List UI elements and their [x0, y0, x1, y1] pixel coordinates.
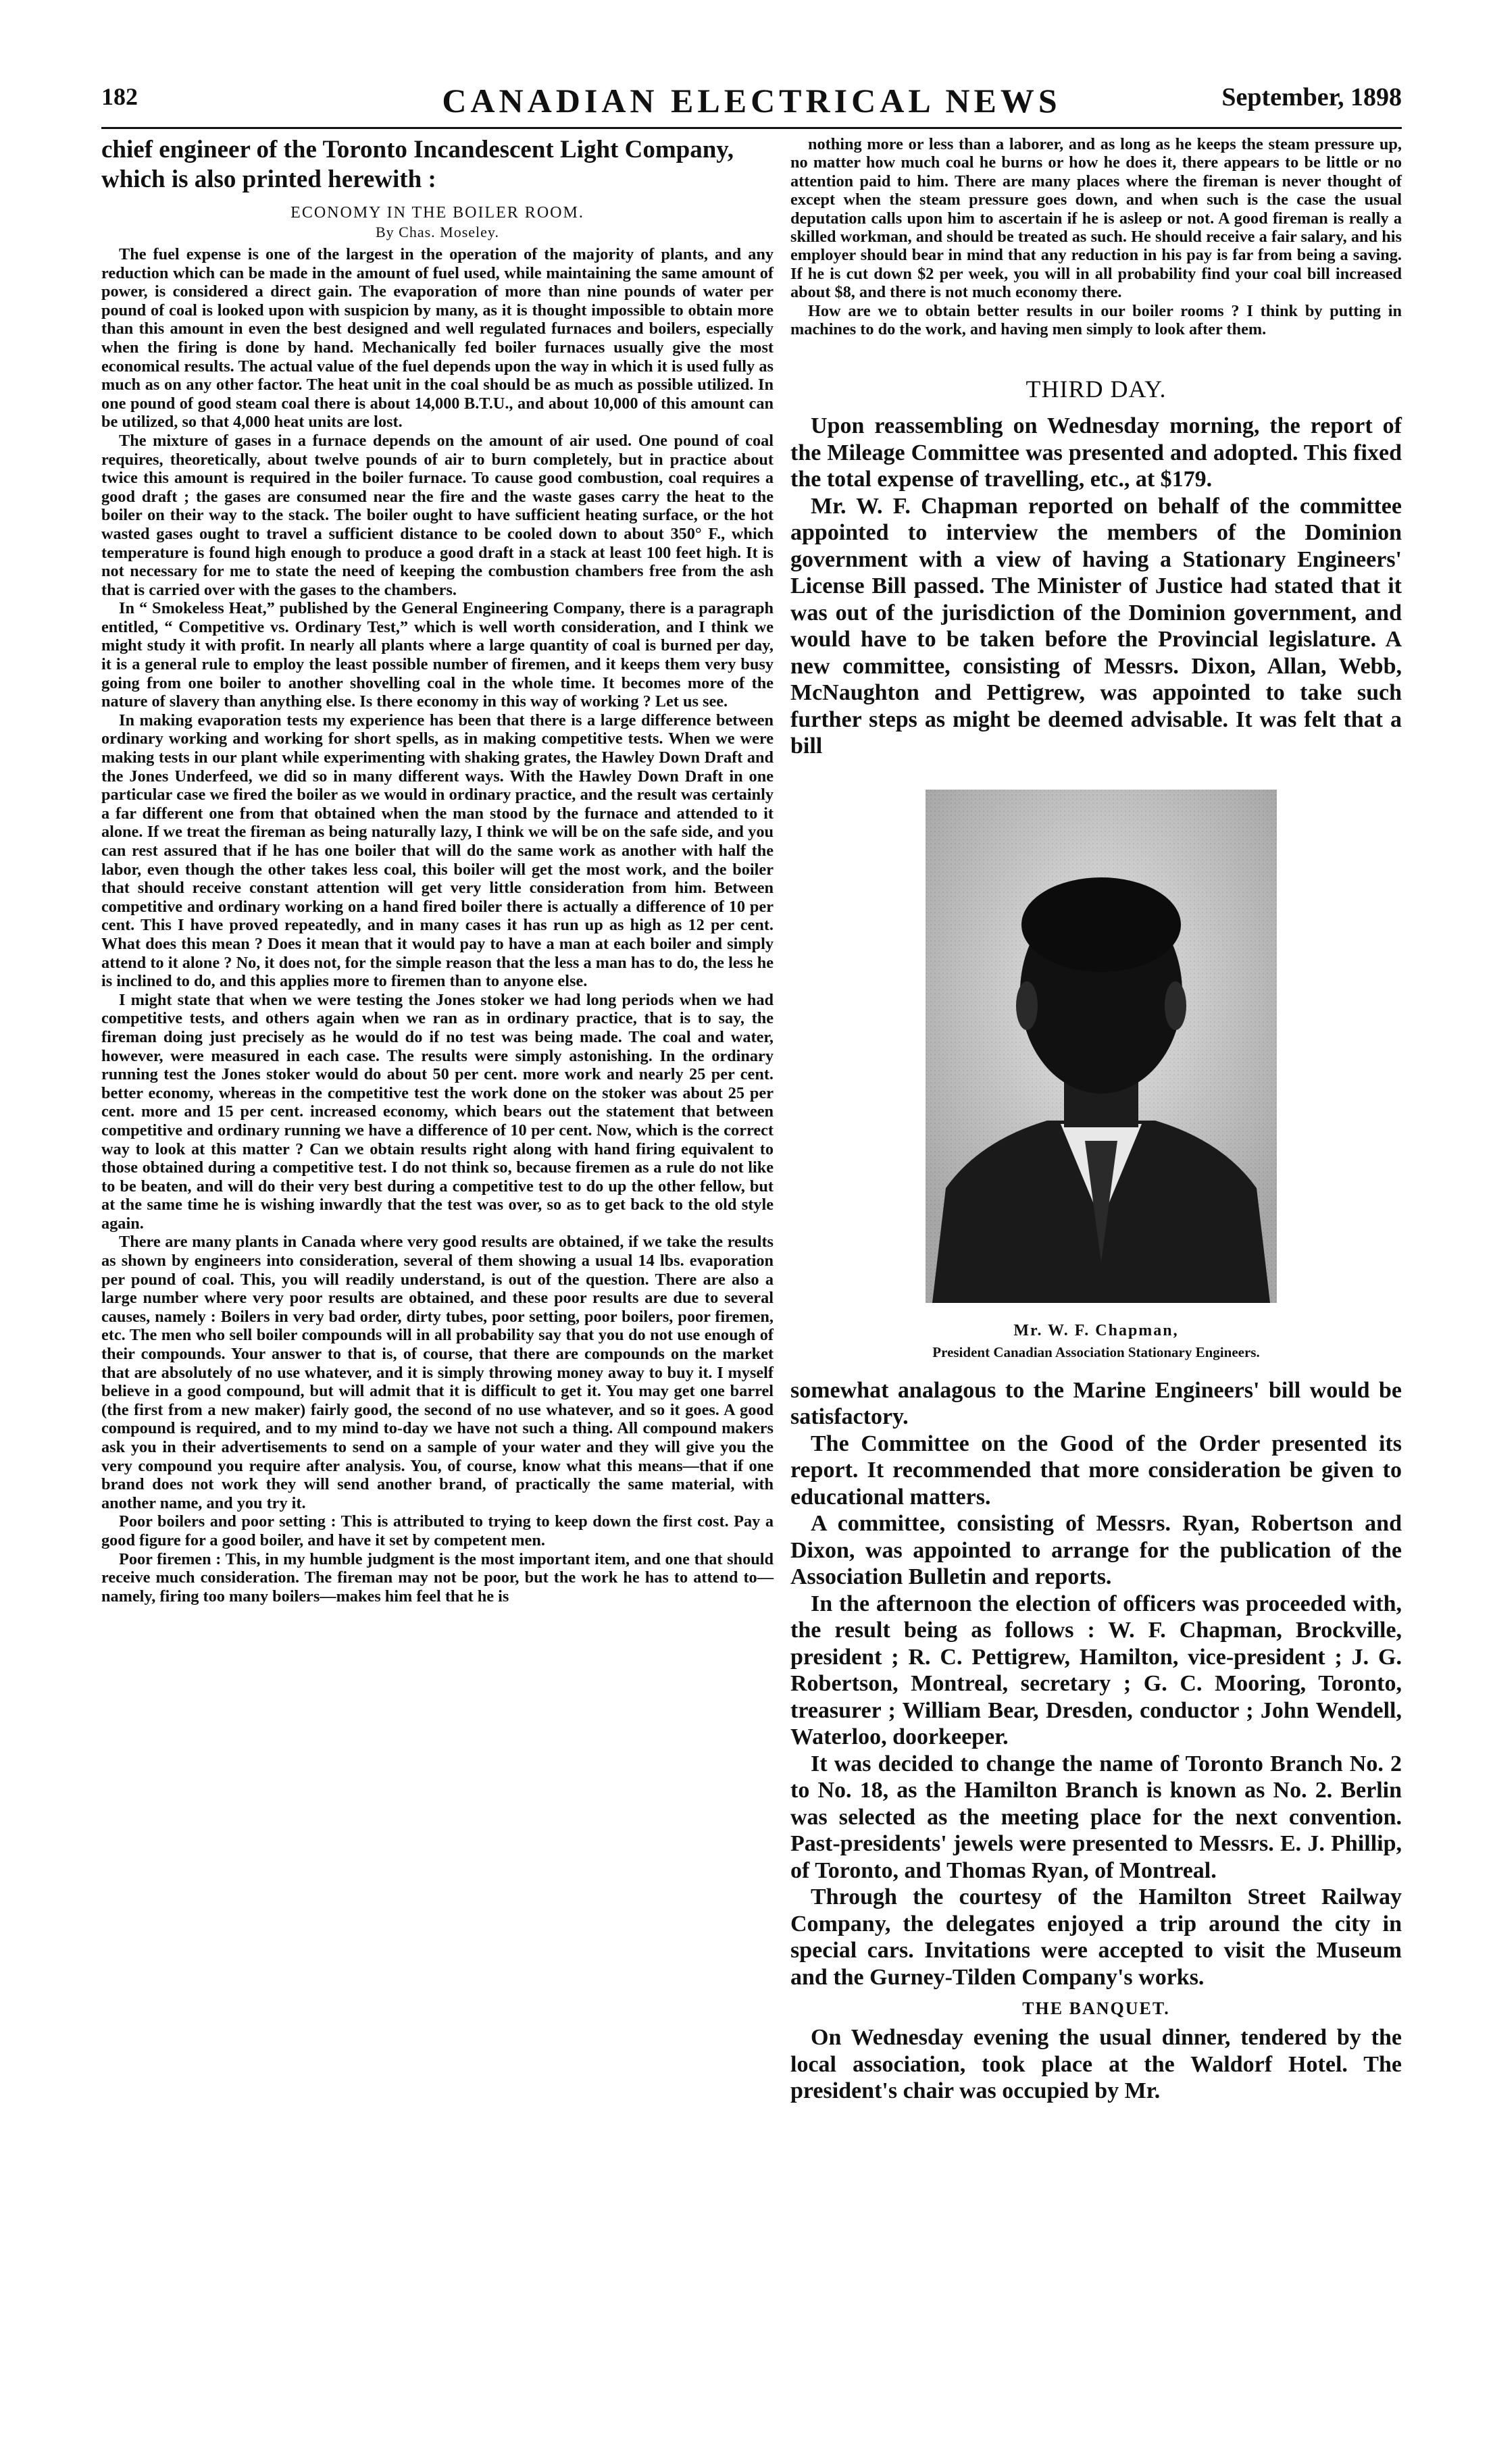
portrait-photo — [926, 790, 1277, 1303]
article-body — [101, 245, 774, 1606]
article-continuation — [790, 135, 1402, 338]
article-paragraph: The mixture of gases in a furnace depends on the amount of air used. One pound of coal requires, theoretically, about twelve pounds of air to burn completely, but in practice about twice this amount is required in the boiler furnace. To cause good combustion, coal requires a good draft ; the gases are consumed near the fire and the waste gases carry the heat to the boiler on their way to the stack. The boiler ought to have sufficient heating surface, or the hot wasted gases ought to travel a sufficient distance to be cooled down to about 350° F., which temperature is found high enough to produce a good draft in a stack at least 100 feet high. It is not necessary for me to state the need of keeping the combustion chambers free from the ash that is carried over with the gases to the chambers. — [101, 431, 774, 599]
report-paragraph: In the afternoon the election of officers was proceeded with, the result being as follows : W. F. Chapman, Brockville, president ; R. C. Pettigrew, Hamilton, vice-president ; J. G. Robertson, Montreal, secretary ; G. C. Mooring, Toronto, treasurer ; William Bear, Dresden, conductor ; John Wendell, Waterloo, doorkeeper. — [790, 1591, 1402, 1750]
report-body-c — [790, 2024, 1402, 2105]
publication-title: CANADIAN ELECTRICAL NEWS — [442, 82, 1061, 120]
page-header — [101, 81, 1402, 130]
left-lead-text: chief engineer of the Toronto Incandescent Light Company, which is also printed herewith : — [101, 136, 734, 193]
article-paragraph: There are many plants in Canada where very good results are obtained, if we take the results as shown by engineers into consideration, several of them showing a usual 14 lbs. evaporation per pound of coal. This, you will readily understand, is out of the question. There are also a large number where very poor results are obtained, and these poor results are due to several causes, namely : Boilers in very bad order, dirty tubes, poor setting, poor boilers, poor firemen, etc. The men who sell boiler compounds will in all probability say that you do not use enough of their compounds. Your answer to that is, of course, that there are compounds on the market that are absolutely of no use whatever, and it is simply throwing money away to buy it. I myself believe in a good compound, but will admit that it is difficult to get it. You may get one barrel (the first from a new maker) fairly good, the second of no use whatever, and so it goes. A good compound is required, and to my mind to-day we have not such a thing. All compound makers ask you in their advertisements to send on a sample of your water and they will give you the very compound you require after analysis. You, of course, know what this means—that if one brand does not work they will send another brand, of practically the same material, with another name, and you try it. — [101, 1233, 774, 1512]
article-paragraph: How are we to obtain better results in our boiler rooms ? I think by putting in machines to do the work, and having men simply to look after them. — [790, 301, 1402, 339]
header-rule — [101, 127, 1402, 129]
right-column — [790, 135, 1402, 2105]
article-paragraph: The fuel expense is one of the largest in the operation of the majority of plants, and any reduction which can be made in the amount of fuel used, while maintaining the same amount of power, is considered a direct gain. The evaporation of more than nine pounds of water per pound of coal is looked upon with suspicion by many, as it is thought impossible to obtain more than this amount in even the best designed and well regulated furnaces and boilers, especially when the firing is done by hand. Mechanically fed boiler furnaces usually give the most economical results. The actual value of the fuel depends upon the way in which it is used fully as much as on any other factor. The heat unit in the coal should be as much as possible utilized. In one pound of good steam coal there is about 14,000 B.T.U., and about 10,000 of this amount can be utilized, so that 4,000 heat units are lost. — [101, 245, 774, 432]
report-paragraph: Through the courtesy of the Hamilton Street Railway Company, the delegates enjoyed a trip around the city in special cars. Invitations were accepted to visit the Museum and the Gurney-Tilden Company's works. — [790, 1884, 1402, 1990]
article-paragraph: Poor firemen : This, in my humble judgment is the most important item, and one that should receive much consideration. The fireman may not be poor, but the work he has to attend to—namely, firing too many boilers—makes him feel that he is — [101, 1549, 774, 1606]
portrait-image — [926, 790, 1277, 1303]
article-paragraph: nothing more or less than a laborer, and as long as he keeps the steam pressure up, no matter how much coal he burns or how he does it, there appears to be little or no attention paid to him. There are many places where the fireman is never thought of except when the steam pressure goes down, and when such is the case the usual deputation calls upon him to ascertain if he is asleep or not. A good fireman is really a skilled workman, and should be treated as such. He should receive a fair salary, and his employer should bear in mind that any reduction in his pay is far from being a saving. If he is cut down $2 per week, you will in all probability find your coal bill increased about $8, and there is not much economy there. — [790, 135, 1402, 302]
banquet-heading: THE BANQUET. — [1022, 1999, 1170, 2019]
report-body-a — [790, 413, 1402, 760]
issue-date: September, 1898 — [1221, 83, 1402, 111]
photo-caption-role: President Canadian Association Stationary Engineers. — [932, 1343, 1260, 1360]
report-body-b — [790, 1377, 1402, 1991]
report-paragraph: somewhat analagous to the Marine Engineers' bill would be satisfactory. — [790, 1377, 1402, 1430]
report-paragraph: A committee, consisting of Messrs. Ryan, Robertson and Dixon, was appointed to arrange for the publication of the Association Bulletin and reports. — [790, 1511, 1402, 1590]
report-paragraph: It was decided to change the name of Toronto Branch No. 2 to No. 18, as the Hamilton Branch is known as No. 2. Berlin was selected as the meeting place for the next convention. Past-presidents' jewels were presented to Messrs. E. J. Phillip, of Toronto, and Thomas Ryan, of Montreal. — [790, 1751, 1402, 1883]
article-paragraph: In “ Smokeless Heat,” published by the General Engineering Company, there is a paragraph entitled, “ Competitive vs. Ordinary Test,” which is well worth consideration, and I think we might study it with profit. In nearly all plants where a large quantity of coal is burned per day, it is a general rule to employ the least possible number of firemen, and it keeps them very busy going from one boiler to another shovelling coal in the whole time. It becomes more of the nature of slavery than anything else. Is there economy in this way of working ? Let us see. — [101, 599, 774, 711]
article-paragraph: I might state that when we were testing the Jones stoker we had long periods when we had competitive tests, and others again when we ran as in ordinary practice, that is to say, the fireman doing just precisely as he would do if no test was being made. The coal and water, however, were measured in each case. The results were simply astonishing. In the ordinary running test the Jones stoker would do about 50 per cent. more work and nearly 25 per cent. better economy, whereas in the competitive test the work done on the stoker was about 25 per cent. more and 15 per cent. increased economy, which bears out the statement that between competitive and ordinary running we have a difference of 10 per cent. Now, which is the correct way to look at this matter ? Can we obtain results right along with hand firing equivalent to those obtained during a competitive test. I do not think so, because firemen as a rule do not like to be beaten, and will do their very best during a competitive test to do up the other fellow, but at the same time he is wishing inwardly that the test was over, so as to get back to the old style again. — [101, 990, 774, 1233]
article-byline: By Chas. Moseley. — [375, 224, 499, 240]
page-number: 182 — [101, 83, 138, 110]
report-paragraph: The Committee on the Good of the Order presented its report. It recommended that more consideration be given to educational matters. — [790, 1431, 1402, 1510]
left-column — [101, 135, 774, 1606]
third-day-heading: THIRD DAY. — [1026, 376, 1167, 403]
article-paragraph: In making evaporation tests my experience has been that there is a large difference between ordinary working and working for short spells, as in making competitive tests. When we were making tests in our plant while experimenting with shaking grates, the Hawley Down Draft and the Jones Underfeed, we did so in many different ways. With the Hawley Down Draft in one particular case we fired the boiler as we would in ordinary practice, and the result was certainly a far different one from that obtained when the man stood by the furnace and attended to it alone. If we treat the fireman as being naturally lazy, I think we will be on the safe side, and you can rest assured that if he has one boiler that will do the same work as another with half the labor, even though the other takes less coal, this boiler will get the most work, and the boiler that should receive constant attention will get very little consideration from him. Between competitive and ordinary working on a hand fired boiler there is actually a difference of 10 per cent. This I have proved repeatedly, and in many cases it has run up as high as 12 per cent. What does this mean ? Does it mean that it would pay to have a man at each boiler and simply attend to it alone ? No, it does not, for the simple reason that the less a man has to do, the less he is inclined to do, and this applies more to firemen than to anyone else. — [101, 711, 774, 991]
article-paragraph: Poor boilers and poor setting : This is attributed to trying to keep down the first cost. Pay a good figure for a good boiler, and have it set by competent men. — [101, 1512, 774, 1549]
report-paragraph: Mr. W. F. Chapman reported on behalf of the committee appointed to interview the members of the Dominion government with a view of having a Stationary Engineers' License Bill passed. The Minister of Justice had stated that it was out of the jurisdiction of the Dominion government, and would have to be taken before the Provincial legislature. A new committee, consisting of Messrs. Dixon, Allan, Webb, McNaughton and Pettigrew, was appointed to take such further steps as might be deemed advisable. It was felt that a bill — [790, 493, 1402, 759]
photo-caption-name: Mr. W. F. Chapman, — [1013, 1321, 1179, 1339]
report-paragraph: Upon reassembling on Wednesday morning, the report of the Mileage Committee was presented and adopted. This fixed the total expense of travelling, etc., at $179. — [790, 413, 1402, 492]
article-title: ECONOMY IN THE BOILER ROOM. — [290, 204, 584, 222]
report-paragraph: On Wednesday evening the usual dinner, tendered by the local association, took place at the Waldorf Hotel. The president's chair was occupied by Mr. — [790, 2025, 1402, 2104]
